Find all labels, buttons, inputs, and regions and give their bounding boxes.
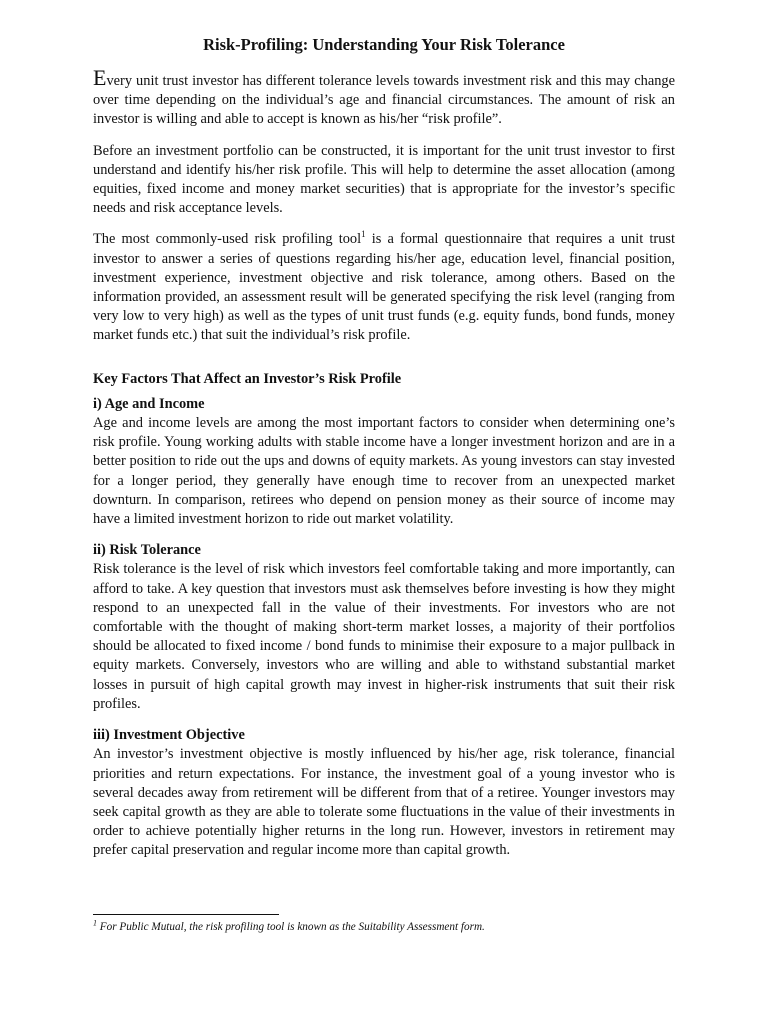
drop-cap-letter: E: [93, 65, 107, 90]
intro-paragraph: [93, 65, 675, 130]
tool-text-after: is a formal questionnaire that requires a unit trust investor to answer a series of questions regarding his/her age, education level, financial position, investment experience, investment objective and risk tolerance, among others. Based on the information provided, an assessment result will be generated specifying the risk level (ranging from very low to very high) as well as the types of unit trust funds (e.g. equity funds, bond funds, money market funds etc.) that suit the individual’s risk profile.: [93, 231, 675, 344]
section-investment-objective: [93, 726, 675, 860]
page-title: Risk-Profiling: Understanding Your Risk Tolerance: [203, 35, 565, 54]
paragraph-portfolio-construction: Before an investment portfolio can be constructed, it is important for the unit trust investor to first understand and identify his/her risk profile. This will help to determine the asset allocation (among equities, fixed income and money market securities) that is appropriate for the investor’s specific needs and risk acceptance levels.: [93, 142, 675, 217]
footnote-reference[interactable]: 1: [361, 229, 366, 240]
section-heading: i) Age and Income: [93, 395, 205, 412]
section-text: Age and income levels are among the most important factors to consider when determining one’s risk profile. Young working adults with stable income have a longer investment horizon and are in a better position to ride out the ups and downs of equity markets. As young investors can stay invested for a longer period, they generally have enough time to recover from an unexpected market downturn. In comparison, retirees who depend on pension money as their source of income may have a limited investment horizon to ride out market volatility.: [93, 415, 675, 528]
section-heading: iii) Investment Objective: [93, 727, 245, 744]
section-text: An investor’s investment objective is mostly influenced by his/her age, risk tolerance, financial priorities and return expectations. For instance, the investment goal of a young investor who is several decades away from retirement will be different from that of a retiree. Younger investors may seek capital growth as they are able to tolerate some fluctuations in the value of their investments in order to achieve potentially higher returns in the long run. However, investors in retirement may prefer capital preservation and regular income more than capital growth.: [93, 746, 675, 859]
paragraph-risk-profiling-tool: [93, 230, 675, 345]
key-factors-heading: Key Factors That Affect an Investor’s Risk Profile: [93, 370, 402, 387]
intro-text: very unit trust investor has different tolerance levels towards investment risk and this may change over time depending on the individual’s age and financial circumstances. The amount of risk an investor is willing and able to accept is known as his/her “risk profile”.: [93, 73, 675, 128]
footnote-text: For Public Mutual, the risk profiling tool is known as the Suitability Assessment form.: [97, 921, 485, 933]
section-age-income: [93, 395, 675, 529]
footnote: [93, 920, 675, 934]
section-heading: ii) Risk Tolerance: [93, 542, 201, 559]
footnote-marker: 1: [93, 918, 97, 928]
section-text: Risk tolerance is the level of risk which investors feel comfortable taking and more importantly, can afford to take. A key question that investors must ask themselves before investing is how they might respond to an unexpected fall in the value of their investments. For investors who are not comfortable with the thought of making short-term market losses, a majority of their portfolios should be allocated to fixed income / bond funds to minimise their exposure to a major pullback in equity markets. Conversely, investors who are willing and able to withstand substantial market losses in pursuit of high capital growth may invest in higher-risk instruments that suit their risk profiles.: [93, 561, 675, 712]
document-page: [93, 34, 675, 873]
section-risk-tolerance: [93, 541, 675, 714]
tool-text-before: The most commonly-used risk profiling tool: [93, 231, 362, 248]
footnote-divider: [93, 914, 279, 915]
